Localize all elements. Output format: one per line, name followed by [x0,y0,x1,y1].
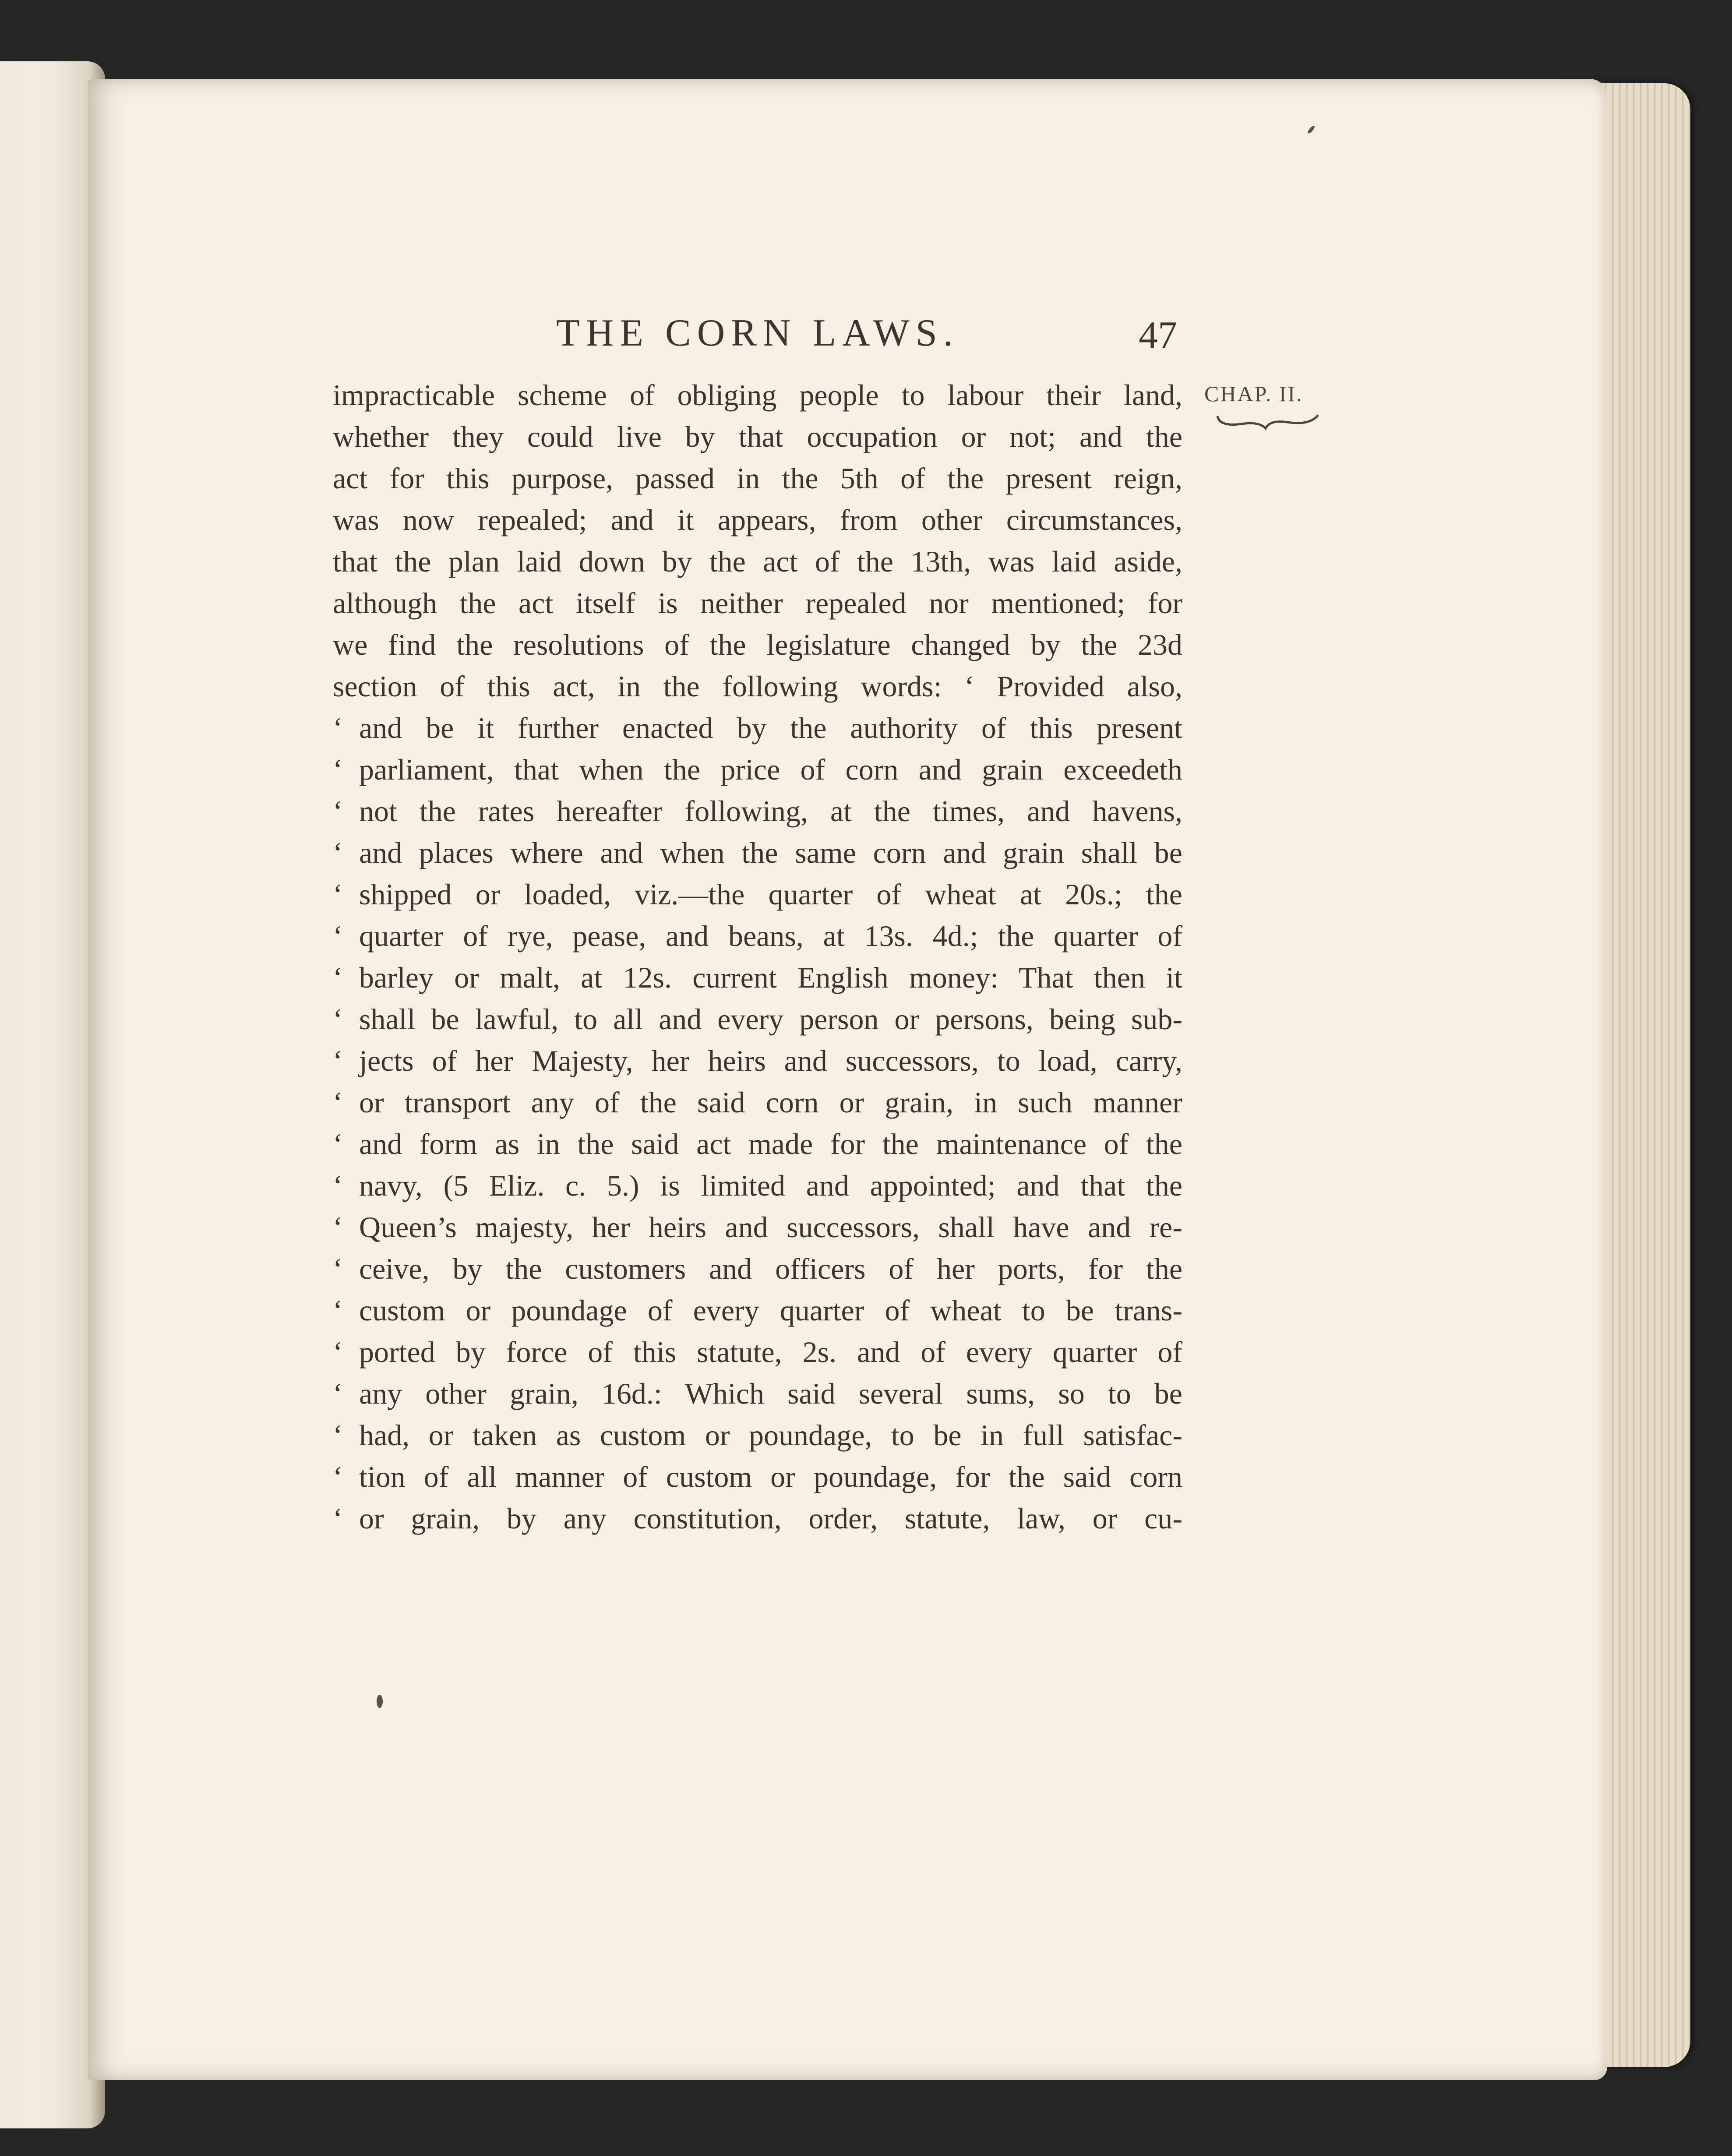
line-text: ceive, by the customers and officers of her ports, for the [359,1252,1182,1285]
quote-mark: ‘ [333,1335,343,1369]
line-text: Queen’s majesty, her heirs and successors, shall have and re- [359,1210,1182,1244]
line-text: that the plan laid down by the act of the 13th, was laid aside, [333,545,1182,578]
quote-mark: ‘ [333,836,343,869]
line-text: or transport any of the said corn or grain, in such manner [359,1086,1182,1119]
quote-mark: ‘ [333,794,343,828]
line-text: or grain, by any constitution, order, statute, law, or cu- [359,1502,1182,1535]
quote-mark: ‘ [333,1169,343,1202]
quote-mark: ‘ [333,1502,343,1535]
text-line [333,832,1182,874]
line-text: and form as in the said act made for the maintenance of the [359,1127,1182,1161]
line-text: and places where and when the same corn and grain shall be [359,836,1182,869]
text-line [333,624,1182,666]
text-line [333,957,1182,999]
line-text: although the act itself is neither repealed nor mentioned; for [333,586,1182,620]
line-text: navy, (5 Eliz. c. 5.) is limited and appointed; and that the [359,1169,1182,1202]
text-line [333,1248,1182,1290]
page-number: 47 [1139,314,1177,356]
text-line [333,915,1182,957]
text-line [333,1207,1182,1248]
quote-mark: ‘ [333,753,343,786]
quote-mark: ‘ [333,1044,343,1077]
line-text: we find the resolutions of the legislature changed by the 23d [333,628,1182,661]
line-text: jects of her Majesty, her heirs and successors, to load, carry, [359,1044,1182,1077]
running-head: THE CORN LAWS. [556,312,959,354]
text-line [333,1498,1182,1539]
line-text: parliament, that when the price of corn and grain exceedeth [359,753,1182,786]
text-line [333,1331,1182,1373]
text-line [333,416,1182,458]
line-text: barley or malt, at 12s. current English money: That then it [359,961,1182,994]
text-line [333,666,1182,707]
marginal-chapter-note: CHAP. II. [1204,381,1303,406]
text-line [333,1165,1182,1207]
text-line [333,458,1182,499]
text-line [333,749,1182,790]
quote-mark: ‘ [333,711,343,745]
line-text: had, or taken as custom or poundage, to be in full satisfac- [359,1419,1182,1452]
line-text: shall be lawful, to all and every person or persons, being sub- [359,1002,1182,1036]
quote-mark: ‘ [333,1460,343,1493]
line-text: whether they could live by that occupation or not; and the [333,420,1182,453]
text-line [333,1415,1182,1456]
line-text: any other grain, 16d.: Which said several sums, so to be [359,1377,1182,1410]
quote-mark: ‘ [333,1377,343,1410]
quote-mark: ‘ [333,1419,343,1452]
text-line [333,1040,1182,1082]
quote-mark: ‘ [333,1210,343,1244]
quote-mark: ‘ [333,1127,343,1161]
quote-mark: ‘ [333,1252,343,1285]
text-line [333,499,1182,541]
text-line [333,582,1182,624]
line-text: quarter of rye, pease, and beans, at 13s. 4d.; the quarter of [359,919,1182,953]
line-text: act for this purpose, passed in the 5th of the present reign, [333,462,1182,495]
line-text: ported by force of this statute, 2s. and of every quarter of [359,1335,1182,1369]
line-text: shipped or loaded, viz.—the quarter of wheat at 20s.; the [359,878,1182,911]
quote-mark: ‘ [333,878,343,911]
text-line [333,1373,1182,1415]
text-line [333,1456,1182,1498]
paper-speck [377,1695,383,1708]
text-line [333,790,1182,832]
line-text: tion of all manner of custom or poundage, for the said corn [359,1460,1182,1493]
line-text: was now repealed; and it appears, from other circumstances, [333,503,1182,536]
text-line [333,1290,1182,1331]
text-line [333,999,1182,1040]
line-text: section of this act, in the following words: ‘ Provided also, [333,670,1182,703]
text-line [333,1082,1182,1123]
text-line [333,707,1182,749]
text-line [333,541,1182,582]
line-text: not the rates hereafter following, at the times, and havens, [359,794,1182,828]
quote-mark: ‘ [333,1294,343,1327]
text-line [333,374,1182,416]
text-line [333,874,1182,915]
quote-mark: ‘ [333,1086,343,1119]
body-text [333,374,1182,1539]
line-text: and be it further enacted by the authority of this present [359,711,1182,745]
quote-mark: ‘ [333,961,343,994]
quote-mark: ‘ [333,919,343,953]
line-text: impracticable scheme of obliging people to labour their land, [333,378,1182,412]
line-text: custom or poundage of every quarter of wheat to be trans- [359,1294,1182,1327]
brace-ornament-icon [1215,412,1320,434]
text-line [333,1123,1182,1165]
quote-mark: ‘ [333,1002,343,1036]
